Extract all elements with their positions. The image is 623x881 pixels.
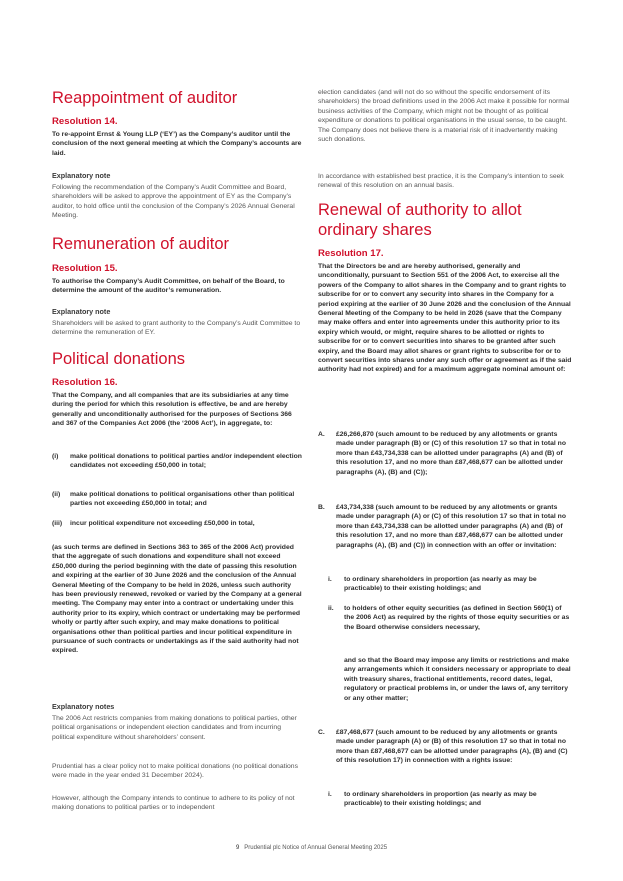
resolution-14-text: To re-appoint Ernst & Young LLP (‘EY’) as the Company’s auditor until the conclusion of the next general meeting at which the Company’s accounts are laid. — [52, 131, 302, 157]
item-marker: C. — [318, 729, 325, 736]
allot-shares-heading: Renewal of authority to allot ordinary shares — [318, 201, 522, 239]
item-text: £87,468,677 (such amount to be reduced by any allotments or grants made under paragraph (A) or (B) of this resolution 17 so that in total no more than £87,468,677 can be allotted under paragraphs (A), (B) and (C) of this resolution 17) in connection with a rights issue: — [336, 729, 568, 765]
resolution-15-title: Resolution 15. — [52, 263, 118, 274]
resolution-17-item-b-ii — [328, 604, 572, 632]
resolution-16-note-2: Prudential has a clear policy not to make political donations (no political donations were made in the year ended 31 December 2024). — [52, 763, 298, 780]
item-text: make political donations to political parties and/or independent election candidates not exceeding £50,000 in total; — [70, 453, 302, 470]
resolution-16-item — [52, 490, 304, 509]
resolution-17-item-c-i — [328, 790, 572, 809]
remuneration-heading: Remuneration of auditor — [52, 235, 230, 253]
item-marker: i. — [328, 791, 332, 798]
item-text: to holders of other equity securities (as defined in Section 560(1) of the 2006 Act) as required by the rights of those equity securities or as the Board otherwise considers necessary, — [344, 605, 570, 631]
page-number: 9 — [235, 845, 240, 851]
resolution-15-text: To authorise the Company’s Audit Committee, on behalf of the Board, to determine the amount of the auditor’s remuneration. — [52, 278, 285, 295]
resolution-15-note: Shareholders will be asked to grant authority to the Company’s Audit Committee to determine the remuneration of EY. — [52, 320, 301, 337]
resolution-14-title: Resolution 14. — [52, 116, 118, 127]
item-marker: (i) — [52, 453, 59, 460]
resolution-16-body: (as such terms are defined in Sections 363 to 365 of the 2006 Act) provided that the aggregate of such donations and expenditure shall not exceed £50,000 during the period beginning with the date of passing this resolution and expiring at the earlier of 30 June 2026 and the conclusion of the Annual General Meeting of the Company to be held in 2026, unless such authority has been previously renewed, revoked or varied by the Company at a general meeting. The Company may enter into a contract or undertaking under this authority prior to its expiry, which contract or undertaking may be performed wholly or partly after such expiry, and may make donations to political organisations other than political parties and incur political expenditure in pursuance of such contracts or undertakings as if the said authority had not expired. — [52, 544, 302, 655]
resolution-17-title: Resolution 17. — [318, 248, 384, 259]
item-text: make political donations to political organisations other than political parties not exceeding £50,000 in total; and — [70, 491, 295, 508]
resolution-17-item-b — [318, 503, 572, 550]
item-marker: i. — [328, 576, 332, 583]
item-text: £43,734,338 (such amount to be reduced by any allotments or grants made under paragraph (A) or (C) of this resolution 17 so that in total no more than £43,734,338 can be allotted under paragraphs (A) and (B) of this resolution 17, and no more than £87,468,677 can be allotted under paragraphs (A), (B) and (C)) in connection with an offer or invitation: — [336, 504, 566, 549]
continued-paragraph: election candidates (and will not do so without the specific endorsement of its shareholders) the broad definitions used in the 2006 Act make it possible for normal business activities of the Company, which might not be thought of as political expenditure or donations to political organisations in the usual sense, to be caught. The Company does not believe there is a material risk of it inadvertently making such donations. — [318, 89, 570, 144]
resolution-17-item-b-continuation: and so that the Board may impose any limits or restrictions and make any arrangements which it considers necessary or appropriate to deal with treasury shares, fractional entitlements, record dates, legal, regulatory or practical problems in, or under the laws of, any territory or any other matter; — [344, 657, 571, 702]
resolution-17-item-c — [318, 728, 572, 766]
resolution-16-note-1: The 2006 Act restricts companies from making donations to political parties, other political organisations or independent election candidates and from incurring political expenditure without shareholders’ consent. — [52, 715, 297, 741]
footer-text: Prudential plc Notice of Annual General Meeting 2025 — [244, 845, 388, 851]
item-text: incur political expenditure not exceeding £50,000 in total, — [70, 520, 255, 527]
explanatory-notes-label: Explanatory notes — [52, 702, 115, 711]
resolution-16-item — [52, 519, 304, 528]
item-marker: A. — [318, 431, 325, 438]
auditor-heading: Reappointment of auditor — [52, 89, 238, 107]
resolution-16-note-3: However, although the Company intends to continue to adhere to its policy of not making donations to political parties or to independent — [52, 795, 295, 812]
explanatory-note-label: Explanatory note — [52, 171, 111, 180]
political-donations-heading: Political donations — [52, 350, 185, 368]
item-marker: (ii) — [52, 491, 61, 498]
best-practice-paragraph: In accordance with established best practice, it is the Company’s intention to seek renewal of this resolution on an annual basis. — [318, 173, 564, 190]
resolution-16-item — [52, 452, 304, 471]
item-marker: (iii) — [52, 520, 63, 527]
page-footer — [0, 845, 623, 851]
item-text: £26,266,870 (such amount to be reduced by any allotments or grants made under paragraph (B) or (C) of this resolution 17 so that in total no more than £43,734,338 can be allotted under paragraphs (A) and (B) of this resolution 17, and no more than £87,468,677 can be allotted under paragraphs (A), (B) and (C)); — [336, 431, 566, 476]
item-marker: B. — [318, 504, 325, 511]
item-text: to ordinary shareholders in proportion (as nearly as may be practicable) to their existing holdings; and — [344, 576, 537, 593]
resolution-17-item-a — [318, 430, 572, 477]
item-text: to ordinary shareholders in proportion (as nearly as may be practicable) to their existing holdings; and — [344, 791, 537, 808]
item-marker: ii. — [328, 605, 334, 612]
resolution-16-title: Resolution 16. — [52, 377, 118, 388]
resolution-14-note: Following the recommendation of the Company’s Audit Committee and Board, shareholders will be asked to approve the appointment of EY as the Company’s auditor, to hold office until the conclusion of the Company’s 2026 Annual General Meeting. — [52, 184, 295, 220]
explanatory-note-label: Explanatory note — [52, 307, 111, 316]
resolution-17-intro: That the Directors be and are hereby authorised, generally and unconditionally, pursuant to Section 551 of the 2006 Act, to exercise all the powers of the Company to allot shares in the Company and to grant rights to subscribe for or to convert any security into shares in the Company for a period expiring at the earlier of 30 June 2026 and the conclusion of the Annual General Meeting of the Company to be held in 2026 (save that the Company may make offers and enter into agreements under this authority prior to its expiry which would, or might, require shares to be allotted or rights to subscribe for or to convert securities into shares to be granted after such expiry, and the Board may allot shares or grant rights to subscribe for or to convert securities into shares under any such offer or agreement as if the said authority had not expired) and for a maximum aggregate nominal amount of: — [318, 263, 572, 374]
resolution-17-item-b-i — [328, 575, 572, 594]
resolution-16-intro: That the Company, and all companies that are its subsidiaries at any time during the period for which this resolution is effective, be and are hereby generally and unconditionally authorised for the purposes of Sections 366 and 367 of the Companies Act 2006 (the ‘2006 Act’), in aggregate, to: — [52, 392, 292, 428]
